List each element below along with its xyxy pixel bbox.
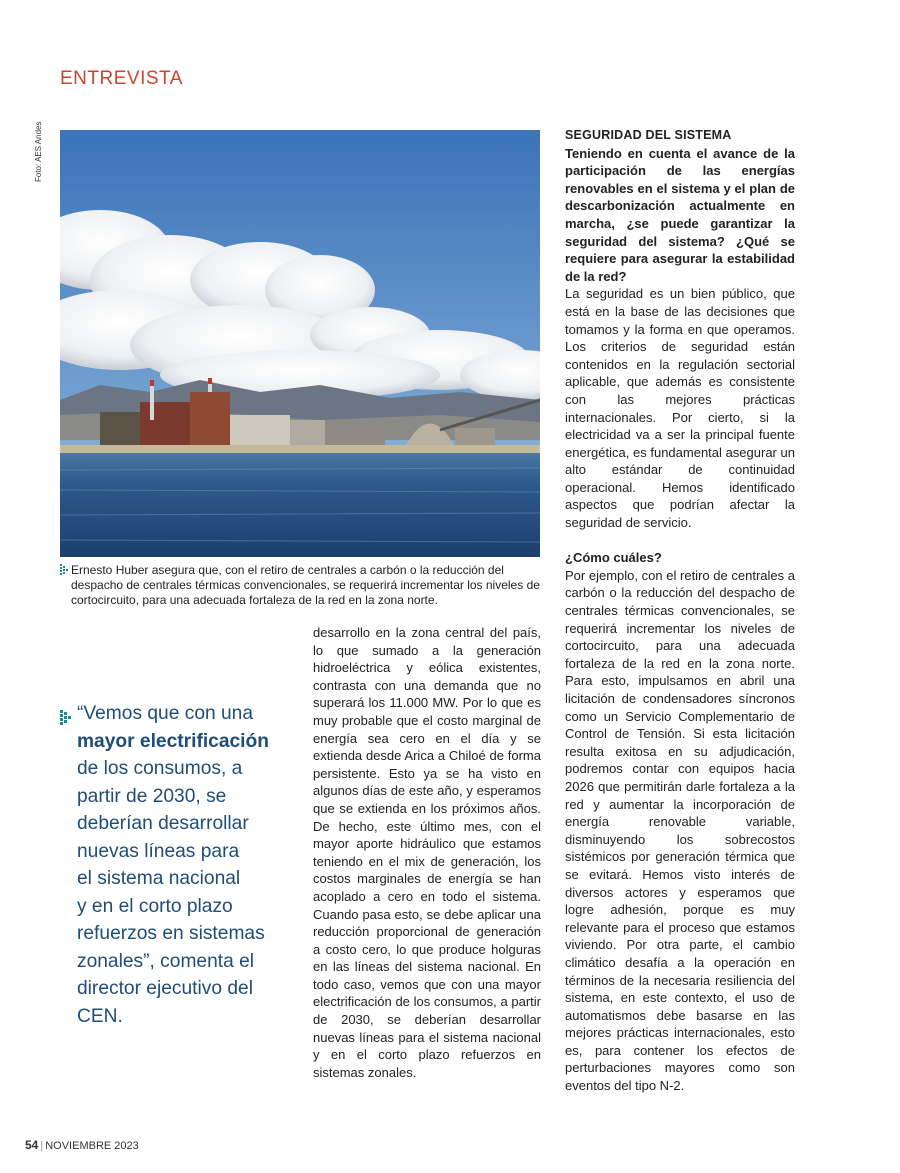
quote-line: de los consumos, a (77, 758, 243, 779)
right-column (565, 127, 795, 1095)
quote-bullet-icon (60, 707, 72, 735)
photo-credit: Foto: AES Andes (34, 121, 43, 182)
quote-line: nuevas líneas para (77, 840, 240, 862)
section-heading: SEGURIDAD DEL SISTEMA (565, 128, 732, 142)
quote-line: deberían desarrollar (77, 813, 249, 834)
pull-quote (60, 700, 275, 1030)
interview-answer-2: Por ejemplo, con el retiro de centrales a carbón o la reducción del despacho de centrales térmicas convencionales, se requerirá incrementar los niveles de cortocircuito, para una adecuada fortaleza de la red en la zona norte. Para esto, impulsamos en abril una licitación de condensadores síncronos como un Servicio Complementario de Control de Tensión. Si esta licitación resulta exitosa en su adjudicación, podremos contar con equipos hacia 2026 que permitirán darle fortaleza a la red y aumentar la incorporación de energía renovable variable, disminuyendo los sobrecostos sistémicos por generación térmica que se evitará. Hemos visto interés de diversos actores y esperamos que logre adhesión, porque es muy relevante para el proceso que estamos viviendo. Por otra parte, el cambio climático desafía a la operación en términos de la necesaria resiliencia del sistema, en este contexto, el uso de automatismos debe basarse en las mejores prácticas internacionales, esto es, para contener los efectos de perturbaciones mayores como son eventos del tipo N-2. (565, 567, 795, 1094)
photo-caption (60, 563, 545, 608)
quote-line: mayor electrificación (77, 730, 269, 752)
quote-line: partir de 2030, se (77, 785, 227, 807)
quote-line: y en el corto plazo (77, 895, 233, 917)
quote-line: “Vemos que con una (77, 703, 254, 724)
power-plant-photo (60, 130, 540, 557)
quote-line: el sistema nacional (77, 868, 241, 889)
middle-column-text: desarrollo en la zona central del país, lo que sumado a la generación hidroeléctrica y eólica existentes, contrasta con una demanda que no superará los 11.000 MW. Por lo que es muy probable que el costo marginal de energía sea cero en el día y se extienda desde Arica a Chiloé de forma persistente. Esto ya se ha visto en algunos días de este año, y esperamos que se extienda en los próximos años. De hecho, este último mes, con el mayor aporte hidráulico que estamos teniendo en el mix de generación, los costos marginales de energía se han acoplado a cero en todo el sistema. Cuando pasa esto, se debe aplicar una reducción proporcional de generación a costo cero, lo que produce holguras en las líneas del sistema nacional. En todo caso, vemos que con una mayor electrificación de los consumos, a partir de 2030, se deberían desarrollar nuevas líneas para el sistema nacional y en el corto plazo refuerzos en sistemas zonales. (313, 625, 541, 1080)
quote-line: zonales”, comenta el (77, 950, 255, 972)
interview-answer: La seguridad es un bien público, que está en la base de las decisiones que tomamos y la forma en que operamos. Los criterios de seguridad están contenidos en la regulación sectorial aplicable, que además es consistente con las mejores prácticas internacionales. Por cierto, si la electricidad va a ser la principal fuente energética, es fundamental asegurar un alto estándar de continuidad operacional. Hemos identificado aspectos que podrían afectar la seguridad de servicio. (565, 286, 795, 531)
bullet-icon (60, 564, 69, 580)
quote-line: refuerzos en sistemas (77, 923, 265, 944)
issue-date: NOVIEMBRE 2023 (45, 1140, 139, 1152)
section-label: ENTREVISTA (60, 68, 183, 89)
quote-line: director ejecutivo del (77, 978, 253, 999)
page-footer (25, 1138, 139, 1152)
page-number: 54 (25, 1138, 39, 1152)
caption-text: Ernesto Huber asegura que, con el retiro de centrales a carbón o la reducción del despacho de centrales térmicas convencionales, se requerirá incrementar los niveles de cortocircuito, para una adecuada fortaleza de la red en la zona norte. (71, 563, 540, 607)
interview-subquestion: ¿Cómo cuáles? (565, 550, 662, 566)
quote-line: CEN. (77, 1005, 123, 1027)
footer-separator: | (40, 1140, 44, 1152)
interview-question: Teniendo en cuenta el avance de la participación de las energías renovables en el sistema y el plan de descarbonización actualmente en marcha, ¿se puede garantizar la seguridad del sistema? ¿Qué se requiere para asegurar la estabilidad de la red? (565, 145, 795, 284)
